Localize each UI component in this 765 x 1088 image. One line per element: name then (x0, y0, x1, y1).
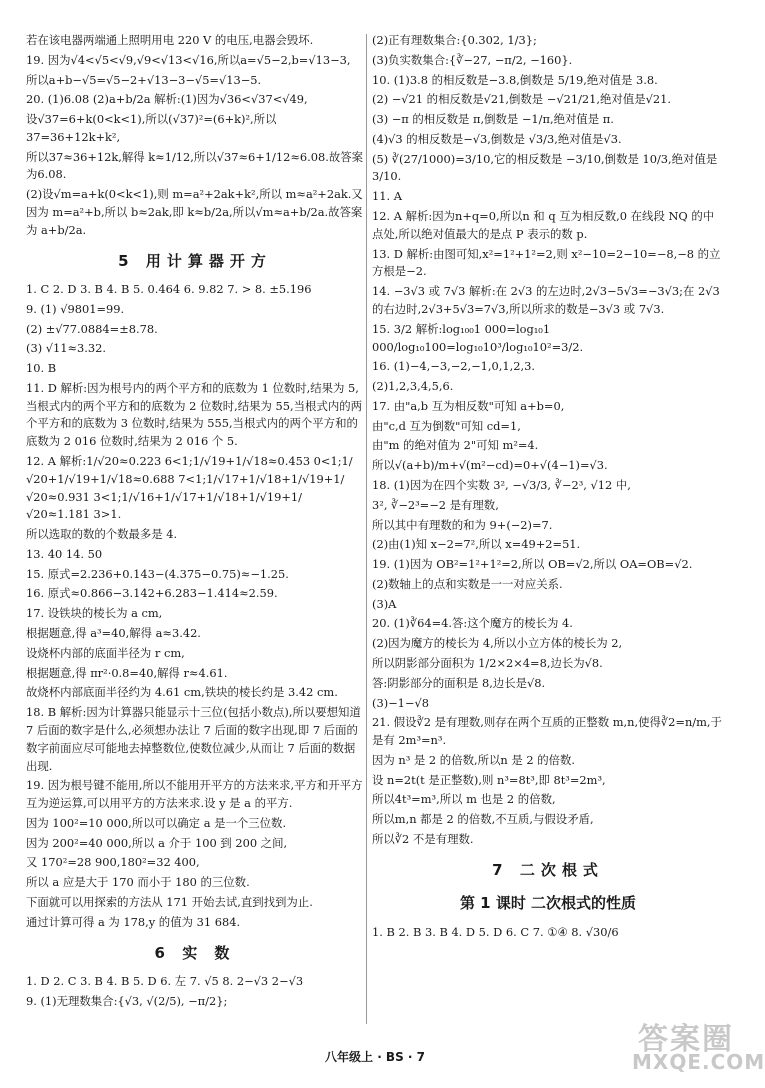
answer-line: (2)由(1)知 x−2=7²,所以 x=49+2=51. (372, 537, 581, 552)
answer-line: (2)因为魔方的棱长为 4,所以小立方体的棱长为 2, (372, 636, 623, 651)
answer-line: 18. B 解析:因为计算器只能显示十三位(包括小数点),所以要想知道 7 后面的数字是什么,必须想办法让 7 后面的数字出现,即 7 后面的数字前面应尽可能地去掉整数位,使数位减少,从而让 7 后面的数据出现. (26, 705, 361, 773)
answer-line: 12. A 解析:因为n+q=0,所以n 和 q 互为相反数,0 在线段 NQ 的中点处,所以绝对值最大的是点 P 表示的数 p. (372, 209, 715, 241)
answer-line: 若在该电器两端通上照明用电 220 V 的电压,电器会毁坏. (26, 33, 314, 47)
answer-line: 下面就可以用探索的方法从 171 开始去试,直到找到为止. (26, 894, 313, 909)
answer-line: 10. B (26, 361, 57, 376)
answer-line: 20. (1)∛64=4.答:这个魔方的棱长为 4. (372, 616, 573, 631)
answer-line: 所以37≈36+12k,解得 k≈1/12,所以√37≈6+1/12≈6.08.故答案为6.08. (26, 149, 364, 182)
section-title: 5 用计算器开方 (118, 251, 272, 270)
answer-line: 由"c,d 互为倒数"可知 cd=1, (372, 418, 521, 433)
answer-line: 21. 假设∛2 是有理数,则存在两个互质的正整数 m,n,使得∛2=n/m,于是有 2m³=n³. (372, 715, 722, 748)
answer-line: 所以选取的数的个数最多是 4. (26, 527, 178, 542)
answer-line: 13. 40 14. 50 (26, 546, 103, 561)
answer-line: 因为 n³ 是 2 的倍数,所以n 是 2 的倍数. (372, 752, 576, 767)
answer-line: 故烧杯内部底面半径约为 4.61 cm,铁块的棱长约是 3.42 cm. (26, 685, 338, 700)
answer-line: 15. 3/2 解析:log₁₀₀1 000=log₁₀1 000/log₁₀100=log₁₀10³/log₁₀10²=3/2. (372, 321, 584, 354)
answer-line: 答:阴影部分的面积是 8,边长是√8. (372, 675, 546, 690)
answer-line: 16. 原式≈0.866−3.142+6.283−1.414≈2.59. (26, 586, 278, 601)
answer-line: 9. (1) √9801=99. (26, 301, 125, 316)
lesson-title: 第 1 课时 二次根式的性质 (459, 894, 637, 913)
answer-line: 1. D 2. C 3. B 4. B 5. D 6. 左 7. √5 8. 2−√3 2−√3 (26, 973, 304, 988)
answer-line: 设√37=6+k(0<k<1),所以(√37)²=(6+k)²,所以37=36+12k+k², (26, 112, 277, 144)
answer-line: 所以其中有理数的和为 9+(−2)=7. (372, 517, 553, 532)
answer-line: 19. 因为√4<√5<√9,√9<√13<√16,所以a=√5−2,b=√13−3, (26, 52, 351, 67)
answer-line: (3)A (372, 596, 397, 611)
answer-line: 所以√(a+b)/m+√(m²−cd)=0+√(4−1)=√3. (372, 458, 608, 473)
answer-line: (4)√3 的相反数是−√3,倒数是 √3/3,绝对值是√3. (372, 131, 622, 146)
section-title: 6 实 数 (154, 943, 236, 962)
answer-line: (5) ∛(27/1000)=3/10,它的相反数是 −3/10,倒数是 10/3,绝对值是 3/10. (372, 151, 718, 184)
answer-line: 设 n=2t(t 是正整数),则 n³=8t³,即 8t³=2m³, (372, 772, 606, 787)
column-divider (366, 34, 367, 1024)
left-column (26, 32, 364, 1013)
answer-line: 由"m 的绝对值为 2"可知 m²=4. (372, 438, 539, 453)
answer-line: (2)数轴上的点和实数是一一对应关系. (372, 576, 563, 591)
answer-line: 设烧杯内部的底面半径为 r cm, (26, 645, 185, 660)
right-column (372, 32, 724, 943)
answer-line: 因为 100²=10 000,所以可以确定 a 是一个三位数. (26, 815, 287, 830)
answer-line: 10. (1)3.8 的相反数是−3.8,倒数是 5/19,绝对值是 3.8. (372, 72, 658, 87)
answer-line: 19. (1)因为 OB²=1²+1²=2,所以 OB=√2,所以 OA=OB=√2. (372, 557, 693, 572)
answer-line: 3², ∛−2³=−2 是有理数, (372, 497, 499, 512)
answer-line: 根据题意,得 πr²·0.8=40,解得 r≈4.61. (26, 665, 228, 680)
answer-line: 17. 由"a,b 互为相反数"可知 a+b=0, (372, 398, 565, 413)
answer-line: 16. (1)−4,−3,−2,−1,0,1,2,3. (372, 359, 535, 374)
answer-line: 13. D 解析:由图可知,x²=1²+1²=2,则 x²−10=2−10=−8,−8 的立方根是−2. (372, 246, 721, 279)
answer-line: (3)−1−√8 (372, 695, 429, 710)
answer-line: (2) −√21 的相反数是√21,倒数是 −√21/21,绝对值是√21. (372, 92, 671, 107)
answer-line: 18. (1)因为在四个实数 3², −√3/3, ∛−2³, √12 中, (372, 477, 631, 492)
answer-line: (2)1,2,3,4,5,6. (372, 379, 454, 394)
watermark-logo (632, 1014, 765, 1080)
answer-line: 所以 a 应是大于 170 而小于 180 的三位数. (26, 875, 250, 890)
answer-line: 9. (1)无理数集合:{√3, √(2/5), −π/2}; (26, 993, 228, 1008)
answer-line: 11. A (372, 189, 402, 204)
watermark-text-cn: 答案圈 (638, 1022, 734, 1057)
answer-line: 所以阴影部分面积为 1/2×2×4=8,边长为√8. (372, 656, 603, 670)
section-title: 7 二次根式 (492, 860, 604, 879)
answer-line: 所以∛2 不是有理数. (372, 832, 474, 847)
answer-line: 15. 原式=2.236+0.143−(4.375−0.75)≈−1.25. (26, 566, 289, 581)
answer-line: 17. 设铁块的棱长为 a cm, (26, 606, 163, 621)
answer-line: 根据题意,得 a³=40,解得 a≈3.42. (26, 626, 201, 641)
answer-line: 因为 200²=40 000,所以 a 介于 100 到 200 之间, (26, 835, 288, 850)
answer-line: 所以4t³=m³,所以 m 也是 2 的倍数, (372, 792, 556, 807)
answer-line: (3)负实数集合:{∛−27, −π/2, −160}. (372, 52, 573, 67)
answer-line: 通过计算可得 a 为 178,y 的值为 31 684. (26, 914, 241, 929)
answer-line: 1. C 2. D 3. B 4. B 5. 0.464 6. 9.82 7. > 8. ±5.196 (26, 281, 312, 296)
watermark-text-en: MXQE.COM (632, 1050, 765, 1074)
answer-line: 20. (1)6.08 (2)a+b/2a 解析:(1)因为√36<√37<√49, (26, 92, 308, 107)
answer-line: (2)正有理数集合:{0.302, 1/3}; (372, 33, 537, 47)
answer-line: (2) ±√77.0884=±8.78. (26, 321, 158, 336)
answer-line: 所以a+b−√5=√5−2+√13−3−√5=√13−5. (26, 72, 262, 87)
answer-line: 19. 因为根号键不能用,所以不能用开平方的方法来求,平方和开平方互为逆运算,可以用平方的方法来求.设 y 是 a 的平方. (26, 778, 363, 811)
answer-line: 14. −3√3 或 7√3 解析:在 2√3 的左边时,2√3−5√3=−3√3;在 2√3 的右边时,2√3+5√3=7√3,所以所求的数是−3√3 或 7√3. (372, 284, 720, 316)
answer-line: 1. B 2. B 3. B 4. D 5. D 6. C 7. ①④ 8. √30/6 (372, 924, 619, 939)
answer-line: 12. A 解析:1/√20≈0.223 6<1;1/√19+1/√18≈0.453 0<1;1/√20+1/√19+1/√18≈0.688 7<1;1/√17+1/√18+1/√19+1/√20≈0.931 3<1;1/√16+1/√17+1/√18+1/√19+1/√20≈1.181 3>1. (26, 454, 353, 522)
answer-line: 11. D 解析:因为根号内的两个平方和的底数为 1 位数时,结果为 5,当根式内的两个平方和的底数为 2 位数时,结果为 55,当根式内的两个平方和的底数为 3 位数时,结果为 555,当根式内的两个平方和的底数为 2 016 位数时,结果为 2 016 个 5. (26, 380, 363, 449)
answer-line: 所以m,n 都是 2 的倍数,不互质,与假设矛盾, (372, 812, 594, 827)
answer-line: 又 170²=28 900,180²=32 400, (26, 855, 200, 870)
page-footer: 八年级上 · BS · 7 (325, 1050, 425, 1064)
answer-line: (3) √11≈3.32. (26, 341, 107, 356)
answer-line: (3) −π 的相反数是 π,倒数是 −1/π,绝对值是 π. (372, 112, 614, 127)
answer-line: (2)设√m=a+k(0<k<1),则 m=a²+2ak+k²,所以 m≈a²+2ak.又因为 m=a²+b,所以 b≈2ak,即 k≈b/2a,所以√m≈a+b/2a.故答案为 a+b/2a. (26, 187, 363, 237)
